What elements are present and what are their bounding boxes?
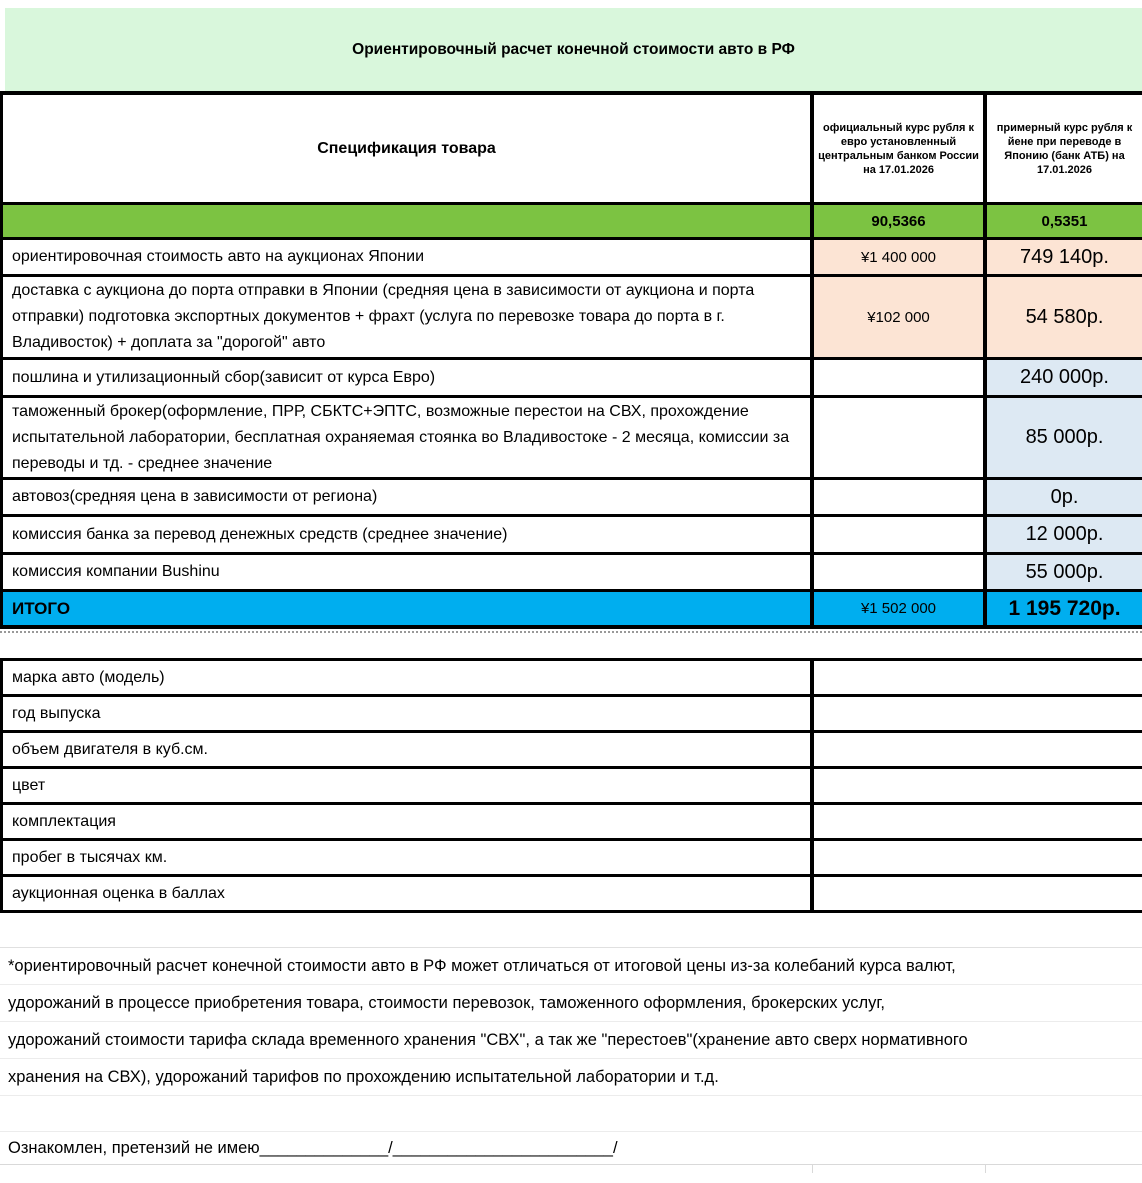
rub-value-cell: 55 000р.	[987, 555, 1142, 589]
empty-row	[0, 1096, 1142, 1132]
footnote-line: удорожаний стоимости тарифа склада временного хранения "СВХ", а так же "перестоев"(хранение авто сверх нормативного	[0, 1022, 1142, 1059]
spec-field-label: объем двигателя в куб.см.	[3, 733, 814, 766]
cost-row	[3, 517, 1142, 555]
rub-value-cell: 54 580р.	[987, 277, 1142, 357]
cost-row	[3, 360, 1142, 398]
spec-row	[3, 733, 1142, 769]
acknowledgement-signature-line[interactable]: Ознакомлен, претензий не имею______________/________________________/	[0, 1132, 1142, 1165]
cost-label-cell: доставка с аукциона до порта отправки в Японии (средняя цена в зависимости от аукциона и порта отправки) подготовка экспортных документов + фрахт (услуга по перевозке товара до порта в г. Владивосток) + доплата за "дорогой" авто	[3, 277, 814, 357]
jpy-rate-value: 0,5351	[1041, 212, 1088, 230]
rub-value-cell: 0р.	[987, 480, 1142, 514]
spec-field-label: год выпуска	[3, 697, 814, 730]
yen-value-cell	[814, 398, 987, 477]
spec-field-label: аукционная оценка в баллах	[3, 877, 814, 910]
cost-table	[0, 91, 1142, 629]
cost-row	[3, 277, 1142, 360]
spec-field-input-cell[interactable]	[814, 877, 1142, 910]
yen-value-cell	[814, 360, 987, 395]
spec-row	[3, 805, 1142, 841]
eur-rate-header-cell: официальный курс рубля к евро установленный центральным банком России на 17.01.2026	[814, 95, 987, 202]
yen-value-cell: ¥1 400 000	[814, 240, 987, 274]
total-yen-cell: ¥1 502 000	[814, 592, 987, 625]
footnote-line: удорожаний в процессе приобретения товара, стоимости перевозок, таможенного оформления, брокерских услуг,	[0, 985, 1142, 1022]
total-label-cell: ИТОГО	[3, 592, 814, 625]
cost-label-cell: пошлина и утилизационный сбор(зависит от курса Евро)	[3, 360, 814, 395]
gridline	[812, 1165, 813, 1173]
rub-value-cell: 749 140р.	[987, 240, 1142, 274]
spec-header-cell: Спецификация товара	[3, 95, 814, 202]
spec-field-label: пробег в тысячах км.	[3, 841, 814, 874]
footnote-block	[0, 947, 1142, 1173]
total-rub-cell: 1 195 720р.	[1008, 596, 1121, 620]
cost-label-cell: комиссия банка за перевод денежных средств (среднее значение)	[3, 517, 814, 552]
spec-field-label: комплектация	[3, 805, 814, 838]
total-row	[3, 592, 1142, 629]
spec-field-input-cell[interactable]	[814, 769, 1142, 802]
yen-value-cell: ¥102 000	[814, 277, 987, 357]
jpy-rate-header-cell: примерный курс рубля к йене при переводе в Японию (банк АТБ) на 17.01.2026	[996, 121, 1133, 176]
rub-value-cell: 240 000р.	[987, 360, 1142, 395]
page-break-line	[0, 631, 1142, 633]
spec-field-input-cell[interactable]	[814, 661, 1142, 694]
spec-form-table	[0, 658, 1142, 913]
yen-value-cell	[814, 555, 987, 589]
cost-label-cell: ориентировочная стоимость авто на аукционах Японии	[3, 240, 814, 274]
table-header-row	[3, 95, 1142, 205]
cost-label-cell: таможенный брокер(оформление, ПРР, СБКТС+ЭПТС, возможные перестои на СВХ, прохождение испытательной лаборатории, бесплатная охраняемая стоянка во Владивостоке - 2 месяца, комиссии за переводы и тд. - среднее значение	[3, 398, 814, 477]
cost-row	[3, 480, 1142, 517]
yen-value-cell	[814, 480, 987, 514]
eur-rate-value: 90,5366	[814, 205, 987, 237]
cost-row	[3, 240, 1142, 277]
gridline	[985, 1165, 986, 1173]
footnote-line: *ориентировочный расчет конечной стоимости авто в РФ может отличаться от итоговой цены из-за колебаний курса валют,	[0, 948, 1142, 985]
spec-field-input-cell[interactable]	[814, 841, 1142, 874]
rate-empty-cell	[3, 205, 814, 237]
exchange-rate-row	[3, 205, 1142, 240]
spec-row	[3, 769, 1142, 805]
grid-strip	[0, 1165, 1142, 1173]
cost-row	[3, 398, 1142, 480]
cost-row	[3, 555, 1142, 592]
spec-field-input-cell[interactable]	[814, 733, 1142, 766]
spec-field-label: цвет	[3, 769, 814, 802]
rub-value-cell: 85 000р.	[987, 398, 1142, 477]
spec-field-input-cell[interactable]	[814, 805, 1142, 838]
rub-value-cell: 12 000р.	[987, 517, 1142, 552]
spec-row	[3, 697, 1142, 733]
yen-value-cell	[814, 517, 987, 552]
spec-field-input-cell[interactable]	[814, 697, 1142, 730]
page-title: Ориентировочный расчет конечной стоимости авто в РФ	[352, 40, 795, 58]
footnote-line: хранения на СВХ), удорожаний тарифов по прохождению испытательной лаборатории и т.д.	[0, 1059, 1142, 1096]
spec-field-label: марка авто (модель)	[3, 661, 814, 694]
spec-row	[3, 841, 1142, 877]
cost-label-cell: автовоз(средняя цена в зависимости от региона)	[3, 480, 814, 514]
cost-label-cell: комиссия компании Bushinu	[3, 555, 814, 589]
spec-row	[3, 661, 1142, 697]
spec-row	[3, 877, 1142, 913]
title-banner	[5, 8, 1142, 91]
